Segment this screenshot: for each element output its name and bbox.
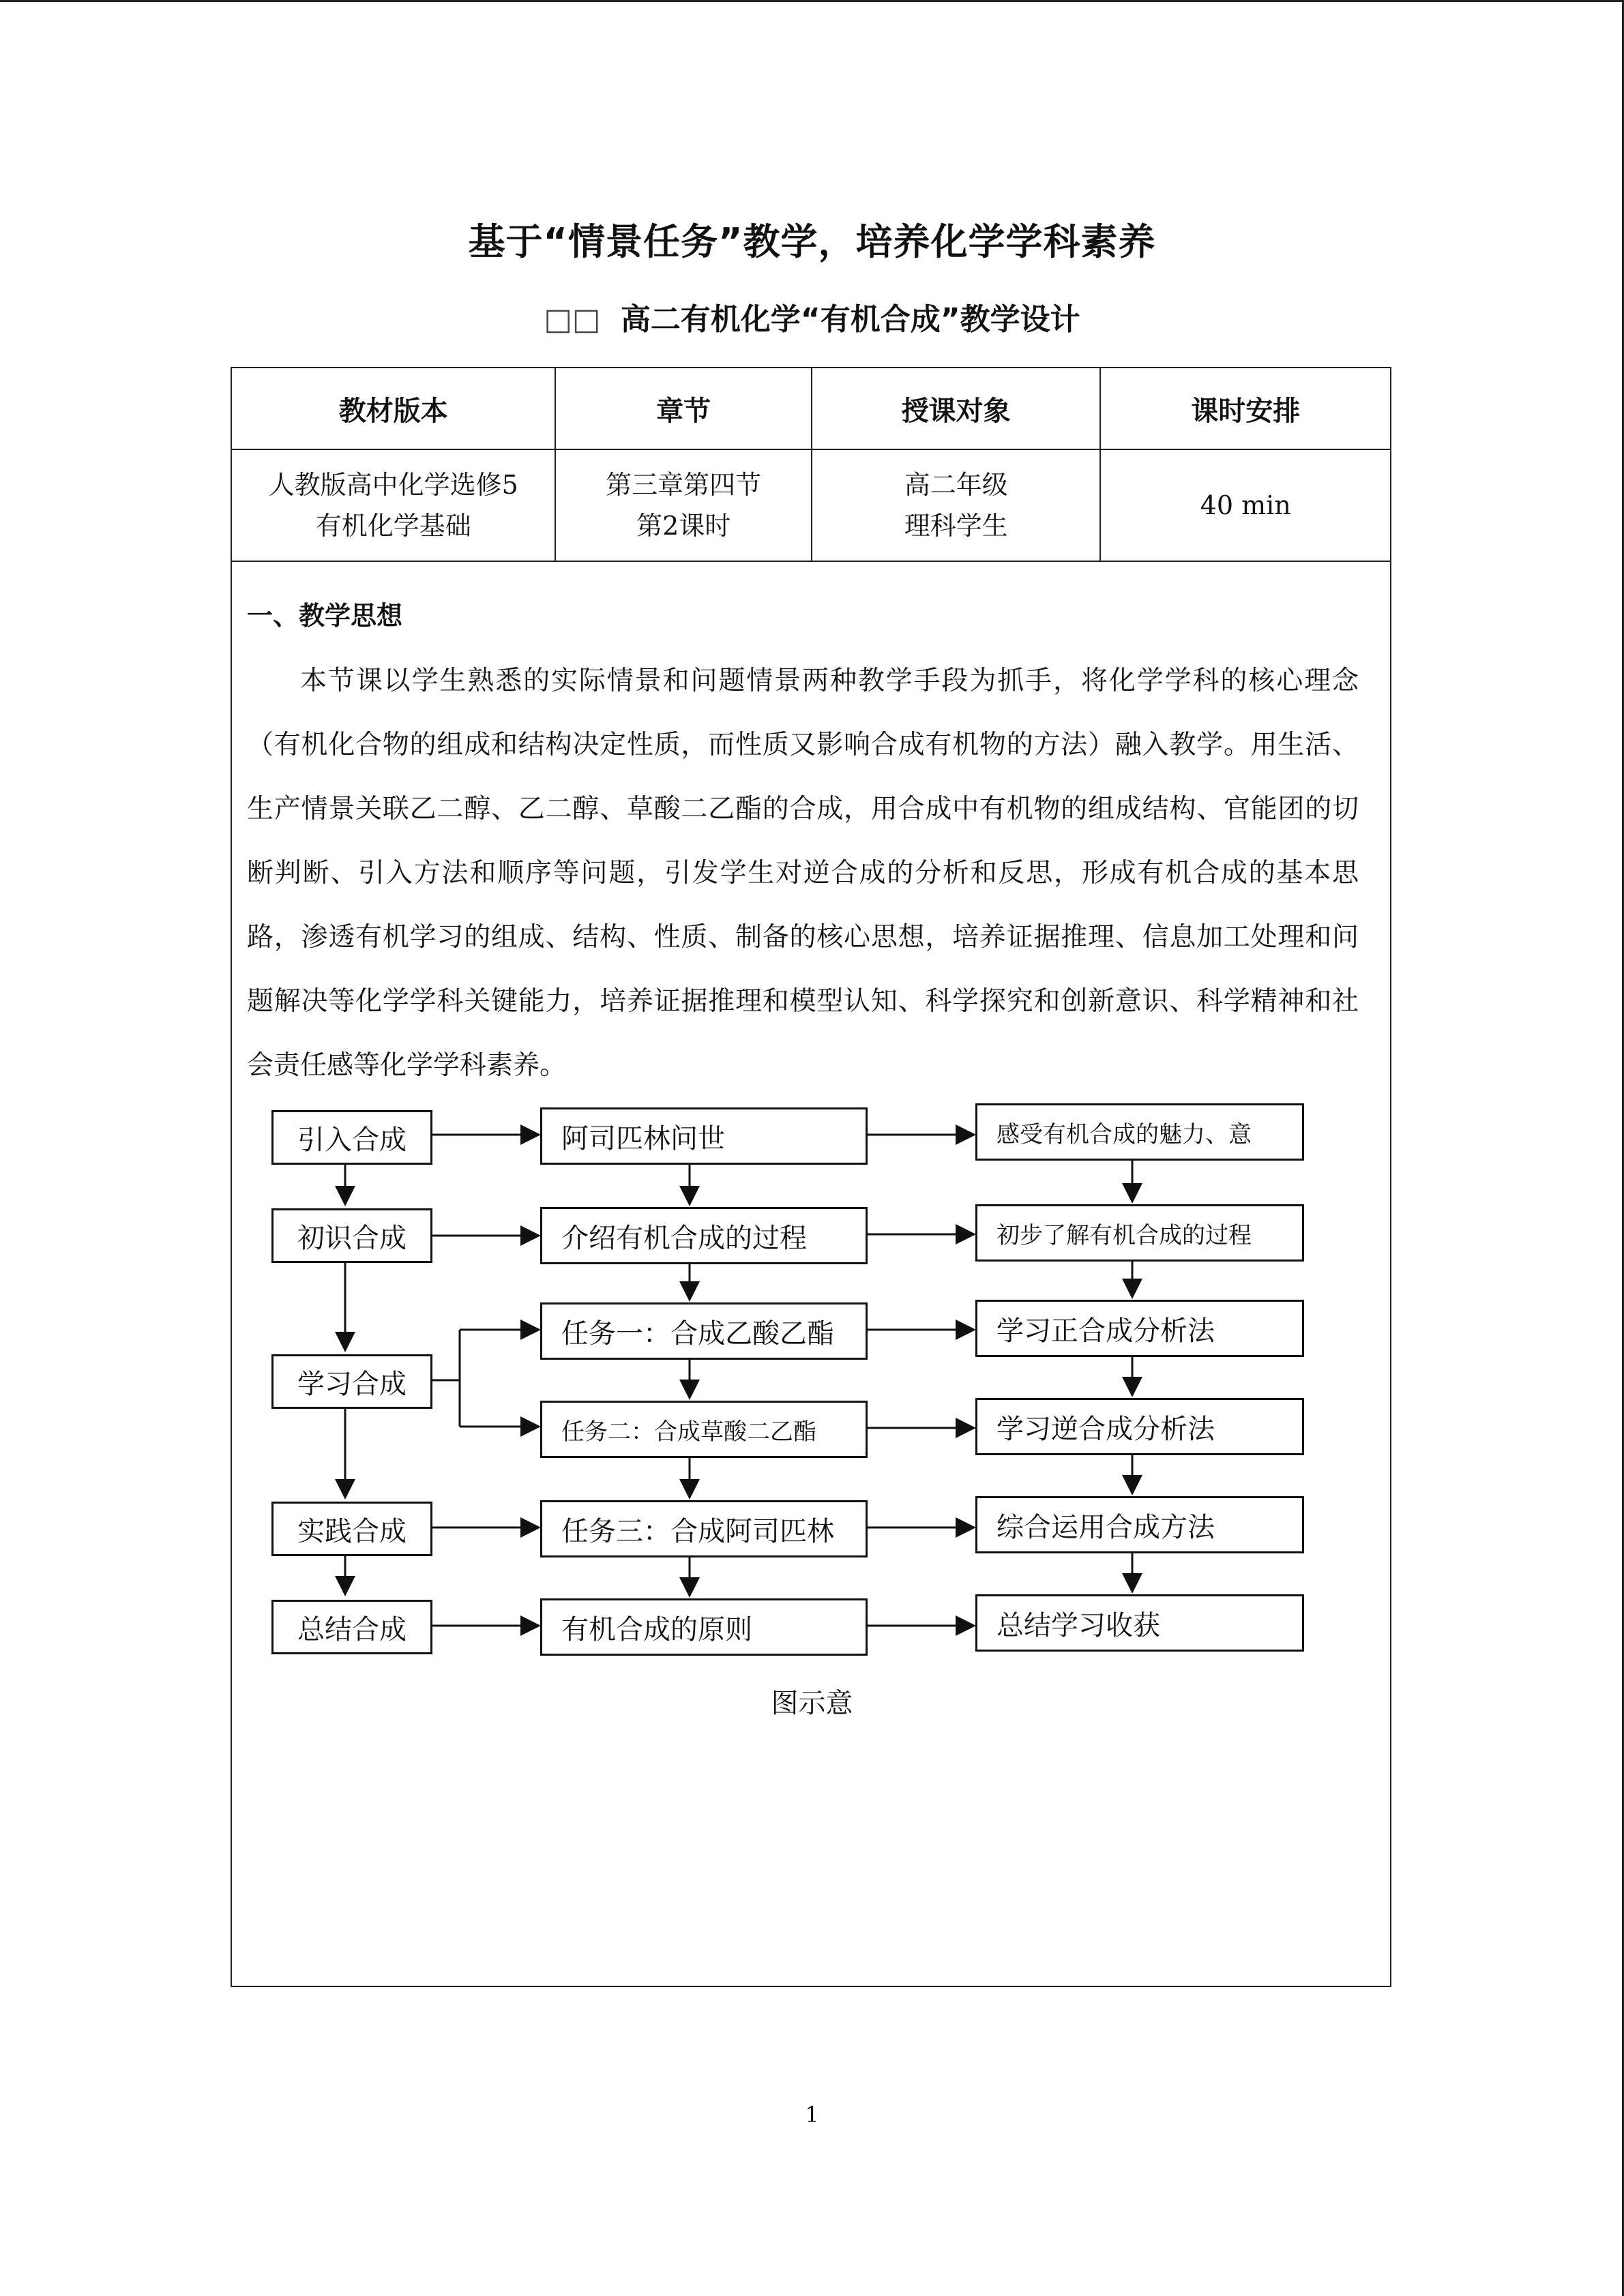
cell-duration-value: 40 min <box>1200 490 1291 520</box>
header-duration: 课时安排 <box>1100 368 1391 449</box>
subtitle-text: 高二有机化学“有机合成”教学设计 <box>620 302 1080 337</box>
cell-audience-line1: 高二年级 <box>904 470 1008 500</box>
page-border-top <box>0 0 1624 2</box>
cell-textbook <box>231 449 555 561</box>
teaching-philosophy-paragraph: 本节课以学生熟悉的实际情景和问题情景两种教学手段为抓手，将化学学科的核心理念（有机化合物的组成和结构决定性质，而性质又影响合成有机物的方法）融入教学。用生活、生产情景关联乙二醇、乙二醇、草酸二乙酯的合成，用合成中有机物的组成结构、官能团的切断判断、引入方法和顺序等问题，引发学生对逆合成的分析和反思，形成有机合成的基本思路，渗透有机学习的组成、结构、性质、制备的核心思想，培养证据推理、信息加工处理和问题解决等化学学科关键能力，培养证据推理和模型认知、科学探究和创新意识、科学精神和社会责任感等化学学科素养。 <box>247 666 1359 1081</box>
header-textbook: 教材版本 <box>231 368 555 449</box>
cell-textbook-line2: 有机化学基础 <box>315 511 471 541</box>
document-title: 基于“情景任务”教学，培养化学学科素养 <box>468 220 1156 263</box>
flow-outcome-3: 学习正合成分析法 <box>975 1300 1304 1357</box>
flow-stage-5: 总结合成 <box>271 1600 432 1654</box>
section-heading: 一、教学思想 <box>247 601 403 631</box>
flow-activity-6: 有机合成的原则 <box>540 1598 868 1656</box>
header-chapter: 章节 <box>555 368 812 449</box>
page-number: 1 <box>805 2102 819 2128</box>
document-subtitle <box>0 295 1624 338</box>
flow-activity-1: 阿司匹林问世 <box>540 1107 868 1165</box>
flow-outcome-1: 感受有机合成的魅力、意 <box>975 1103 1304 1161</box>
table-header-row <box>231 368 1391 449</box>
flow-stage-4: 实践合成 <box>271 1502 432 1556</box>
flow-stage-1: 引入合成 <box>271 1110 432 1165</box>
course-info-table <box>231 367 1391 562</box>
flow-activity-2: 介绍有机合成的过程 <box>540 1207 868 1264</box>
flow-stage-3: 学习合成 <box>271 1354 432 1409</box>
cell-chapter <box>555 449 812 561</box>
flow-outcome-5: 综合运用合成方法 <box>975 1496 1304 1553</box>
figure-caption: 图示意 <box>771 1688 853 1719</box>
cell-audience <box>812 449 1100 561</box>
flow-stage-2: 初识合成 <box>271 1208 432 1263</box>
subtitle-placeholder-glyphs: □□ <box>544 302 601 337</box>
cell-textbook-line1: 人教版高中化学选修5 <box>268 470 518 500</box>
flow-outcome-2: 初步了解有机合成的过程 <box>975 1204 1304 1262</box>
cell-duration <box>1100 449 1391 561</box>
flow-activity-4: 任务二：合成草酸二乙酯 <box>540 1401 868 1458</box>
flow-activity-3: 任务一：合成乙酸乙酯 <box>540 1302 868 1360</box>
table-value-row <box>231 449 1391 561</box>
flow-outcome-6: 总结学习收获 <box>975 1594 1304 1652</box>
flow-activity-5: 任务三：合成阿司匹林 <box>540 1500 868 1557</box>
cell-audience-line2: 理科学生 <box>904 511 1008 541</box>
flow-outcome-4: 学习逆合成分析法 <box>975 1398 1304 1455</box>
cell-chapter-line1: 第三章第四节 <box>606 470 762 500</box>
header-audience: 授课对象 <box>812 368 1100 449</box>
content-frame <box>231 367 1391 1987</box>
cell-chapter-line2: 第2课时 <box>636 511 731 541</box>
